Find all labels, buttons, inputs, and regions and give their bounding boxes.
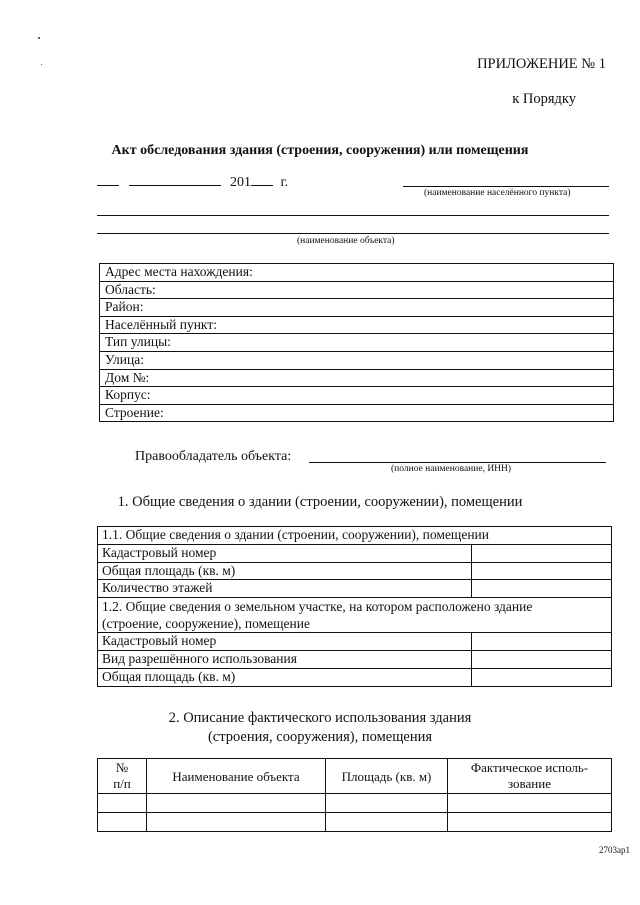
address-row: Корпус: xyxy=(100,387,614,405)
table-cell xyxy=(147,813,326,832)
usage-line2: зование xyxy=(508,776,551,791)
settlement-caption: (наименование населённого пункта) xyxy=(424,188,571,198)
document-title: Акт обследования здания (строения, сооружения) или помещения xyxy=(111,143,529,158)
year-suffix: г. xyxy=(280,175,289,190)
value-cell xyxy=(472,633,612,651)
table-cell xyxy=(326,794,448,813)
subsection-1-2-line2: (строение, сооружение), помещение xyxy=(102,616,310,632)
document-code: 2703ар1 xyxy=(599,845,630,855)
subsection-1-2-line1: 1.2. Общие сведения о земельном участке, на котором расположено здание xyxy=(102,599,533,615)
value-cell xyxy=(472,580,612,598)
owner-label: Правообладатель объекта: xyxy=(135,449,292,464)
table-row-label: Кадастровый номер xyxy=(98,633,472,651)
appendix-order-ref: к Порядку xyxy=(512,91,576,107)
scan-speck xyxy=(41,64,42,65)
scan-speck xyxy=(38,37,40,39)
year-prefix: 201 xyxy=(230,175,251,190)
subsection-1-2-title xyxy=(98,598,612,633)
table-row-label: Количество этажей xyxy=(98,580,472,598)
number-line2: п/п xyxy=(113,776,131,791)
column-header-number xyxy=(98,759,147,794)
value-cell xyxy=(472,668,612,686)
address-row: Дом №: xyxy=(100,369,614,387)
address-row: Район: xyxy=(100,299,614,317)
address-row: Область: xyxy=(100,281,614,299)
date-line xyxy=(97,175,288,191)
address-row: Строение: xyxy=(100,404,614,422)
address-row: Улица: xyxy=(100,351,614,369)
table-cell xyxy=(448,813,612,832)
table-row-label: Вид разрешённого использования xyxy=(98,650,472,668)
settlement-line xyxy=(403,186,609,187)
table-row-label: Кадастровый номер xyxy=(98,544,472,562)
usage-table xyxy=(97,758,612,832)
appendix-number: ПРИЛОЖЕНИЕ № 1 xyxy=(477,56,606,72)
general-info-table xyxy=(97,526,612,687)
column-header-usage xyxy=(448,759,612,794)
table-cell xyxy=(147,794,326,813)
section2-heading xyxy=(0,709,640,747)
number-line1: № xyxy=(115,760,129,775)
object-line-2 xyxy=(97,233,609,234)
owner-caption: (полное наименование, ИНН) xyxy=(391,464,512,474)
section1-heading: 1. Общие сведения о здании (строении, сооружении), помещении xyxy=(117,494,523,510)
table-row-label: Общая площадь (кв. м) xyxy=(98,668,472,686)
address-row: Тип улицы: xyxy=(100,334,614,352)
table-row-label: Общая площадь (кв. м) xyxy=(98,562,472,580)
address-row: Населённый пункт: xyxy=(100,316,614,334)
year-blank xyxy=(251,175,273,186)
object-caption: (наименование объекта) xyxy=(297,236,395,246)
usage-line1: Фактическое исполь- xyxy=(470,760,589,775)
value-cell xyxy=(472,562,612,580)
month-blank xyxy=(129,175,221,186)
subsection-1-1-title: 1.1. Общие сведения о здании (строении, сооружении), помещении xyxy=(98,527,612,545)
owner-line xyxy=(309,462,606,463)
value-cell xyxy=(472,544,612,562)
table-cell xyxy=(98,813,147,832)
section2-heading-line2: (строения, сооружения), помещения xyxy=(207,729,433,745)
day-blank xyxy=(97,175,119,186)
address-table xyxy=(99,263,614,422)
column-header-area: Площадь (кв. м) xyxy=(326,759,448,794)
table-cell xyxy=(448,794,612,813)
table-cell xyxy=(98,794,147,813)
table-cell xyxy=(326,813,448,832)
section2-heading-line1: 2. Описание фактического использования здания xyxy=(168,710,472,726)
value-cell xyxy=(472,650,612,668)
column-header-name: Наименование объекта xyxy=(147,759,326,794)
address-row: Адрес места нахождения: xyxy=(100,264,614,282)
object-line-1 xyxy=(97,215,609,216)
